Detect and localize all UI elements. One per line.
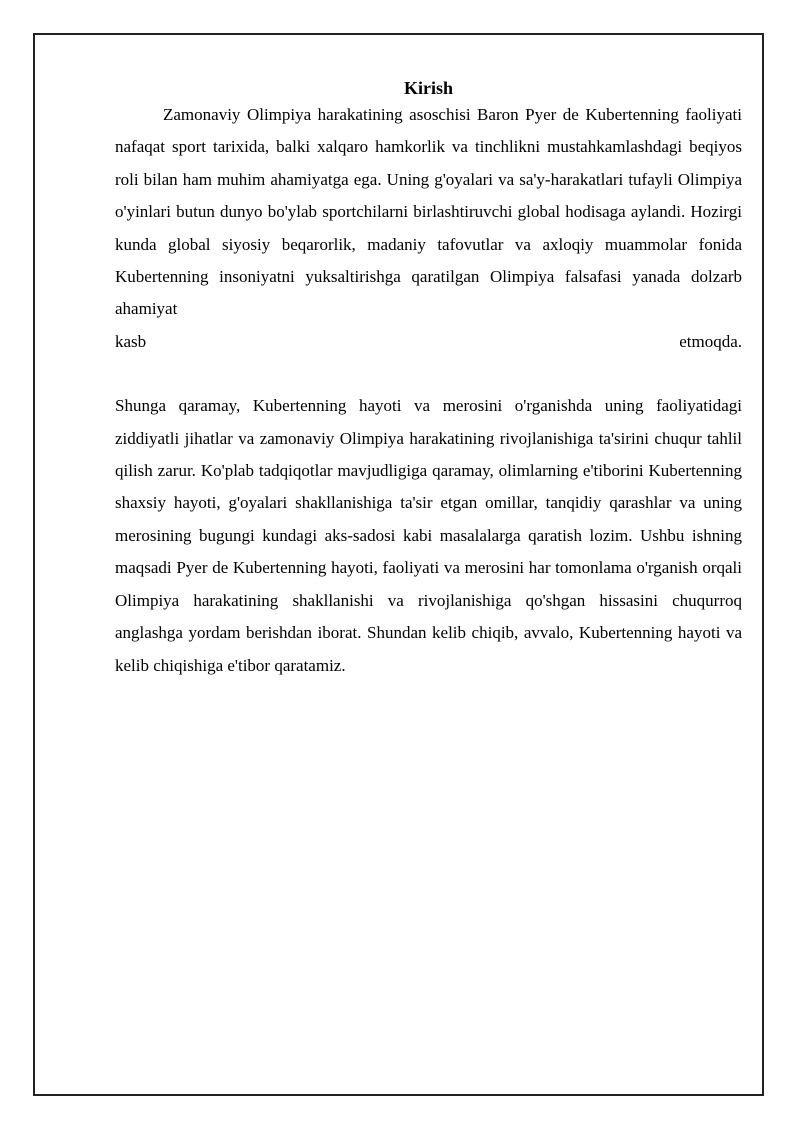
document-title: Kirish [403, 78, 453, 98]
paragraph-1-text: Zamonaviy Olimpiya harakatining asoschisi Baron Pyer de Kubertenning faoliyati nafaqat sport tarixida, balki xalqaro hamkorlik va tinchlikni mustahkamlashdagi beqiyos roli bilan ham muhim ahamiyatga ega. Uning g'oyalari va sa'y-harakatlari tufayli Olimpiya o'yinlari butun dunyo bo'ylab sportchilarni birlashtiruvchi global hodisaga aylandi. Hozirgi kunda global siyosiy beqarorlik, madaniy tafovutlar va axloqiy muammolar fonida Kubertenning insoniyatni yuksaltirishga qaratilgan Olimpiya falsafasi yanada dolzarb ahamiyat [115, 105, 742, 319]
document-body [115, 76, 742, 682]
paragraph-1-last-line: kasb etmoqda. [115, 331, 742, 351]
introduction-paragraph-2: Shunga qaramay, Kubertenning hayoti va merosini o'rganishda uning faoliyatidagi ziddiyatli jihatlar va zamonaviy Olimpiya harakatining rivojlanishiga ta'sirini chuqur tahlil qilish zarur. Ko'plab tadqiqotlar mavjudligiga qaramay, olimlarning e'tiborini Kubertenning shaxsiy hayoti, g'oyalari shakllanishiga ta'sir etgan omillar, tanqidiy qarashlar va uning merosining bugungi kundagi aks-sadosi kabi masalalarga qaratish lozim. Ushbu ishning maqsadi Pyer de Kubertenning hayoti, faoliyati va merosini har tomonlama o'rganish orqali Olimpiya harakatining shakllanishi va rivojlanishiga qo'shgan hissasini chuqurroq anglashga yordam berishdan iborat. Shundan kelib chiqib, avvalo, Kubertenning hayoti va kelib chiqishiga e'tibor qaratamiz. [115, 396, 742, 675]
introduction-paragraph-1 [115, 99, 742, 358]
